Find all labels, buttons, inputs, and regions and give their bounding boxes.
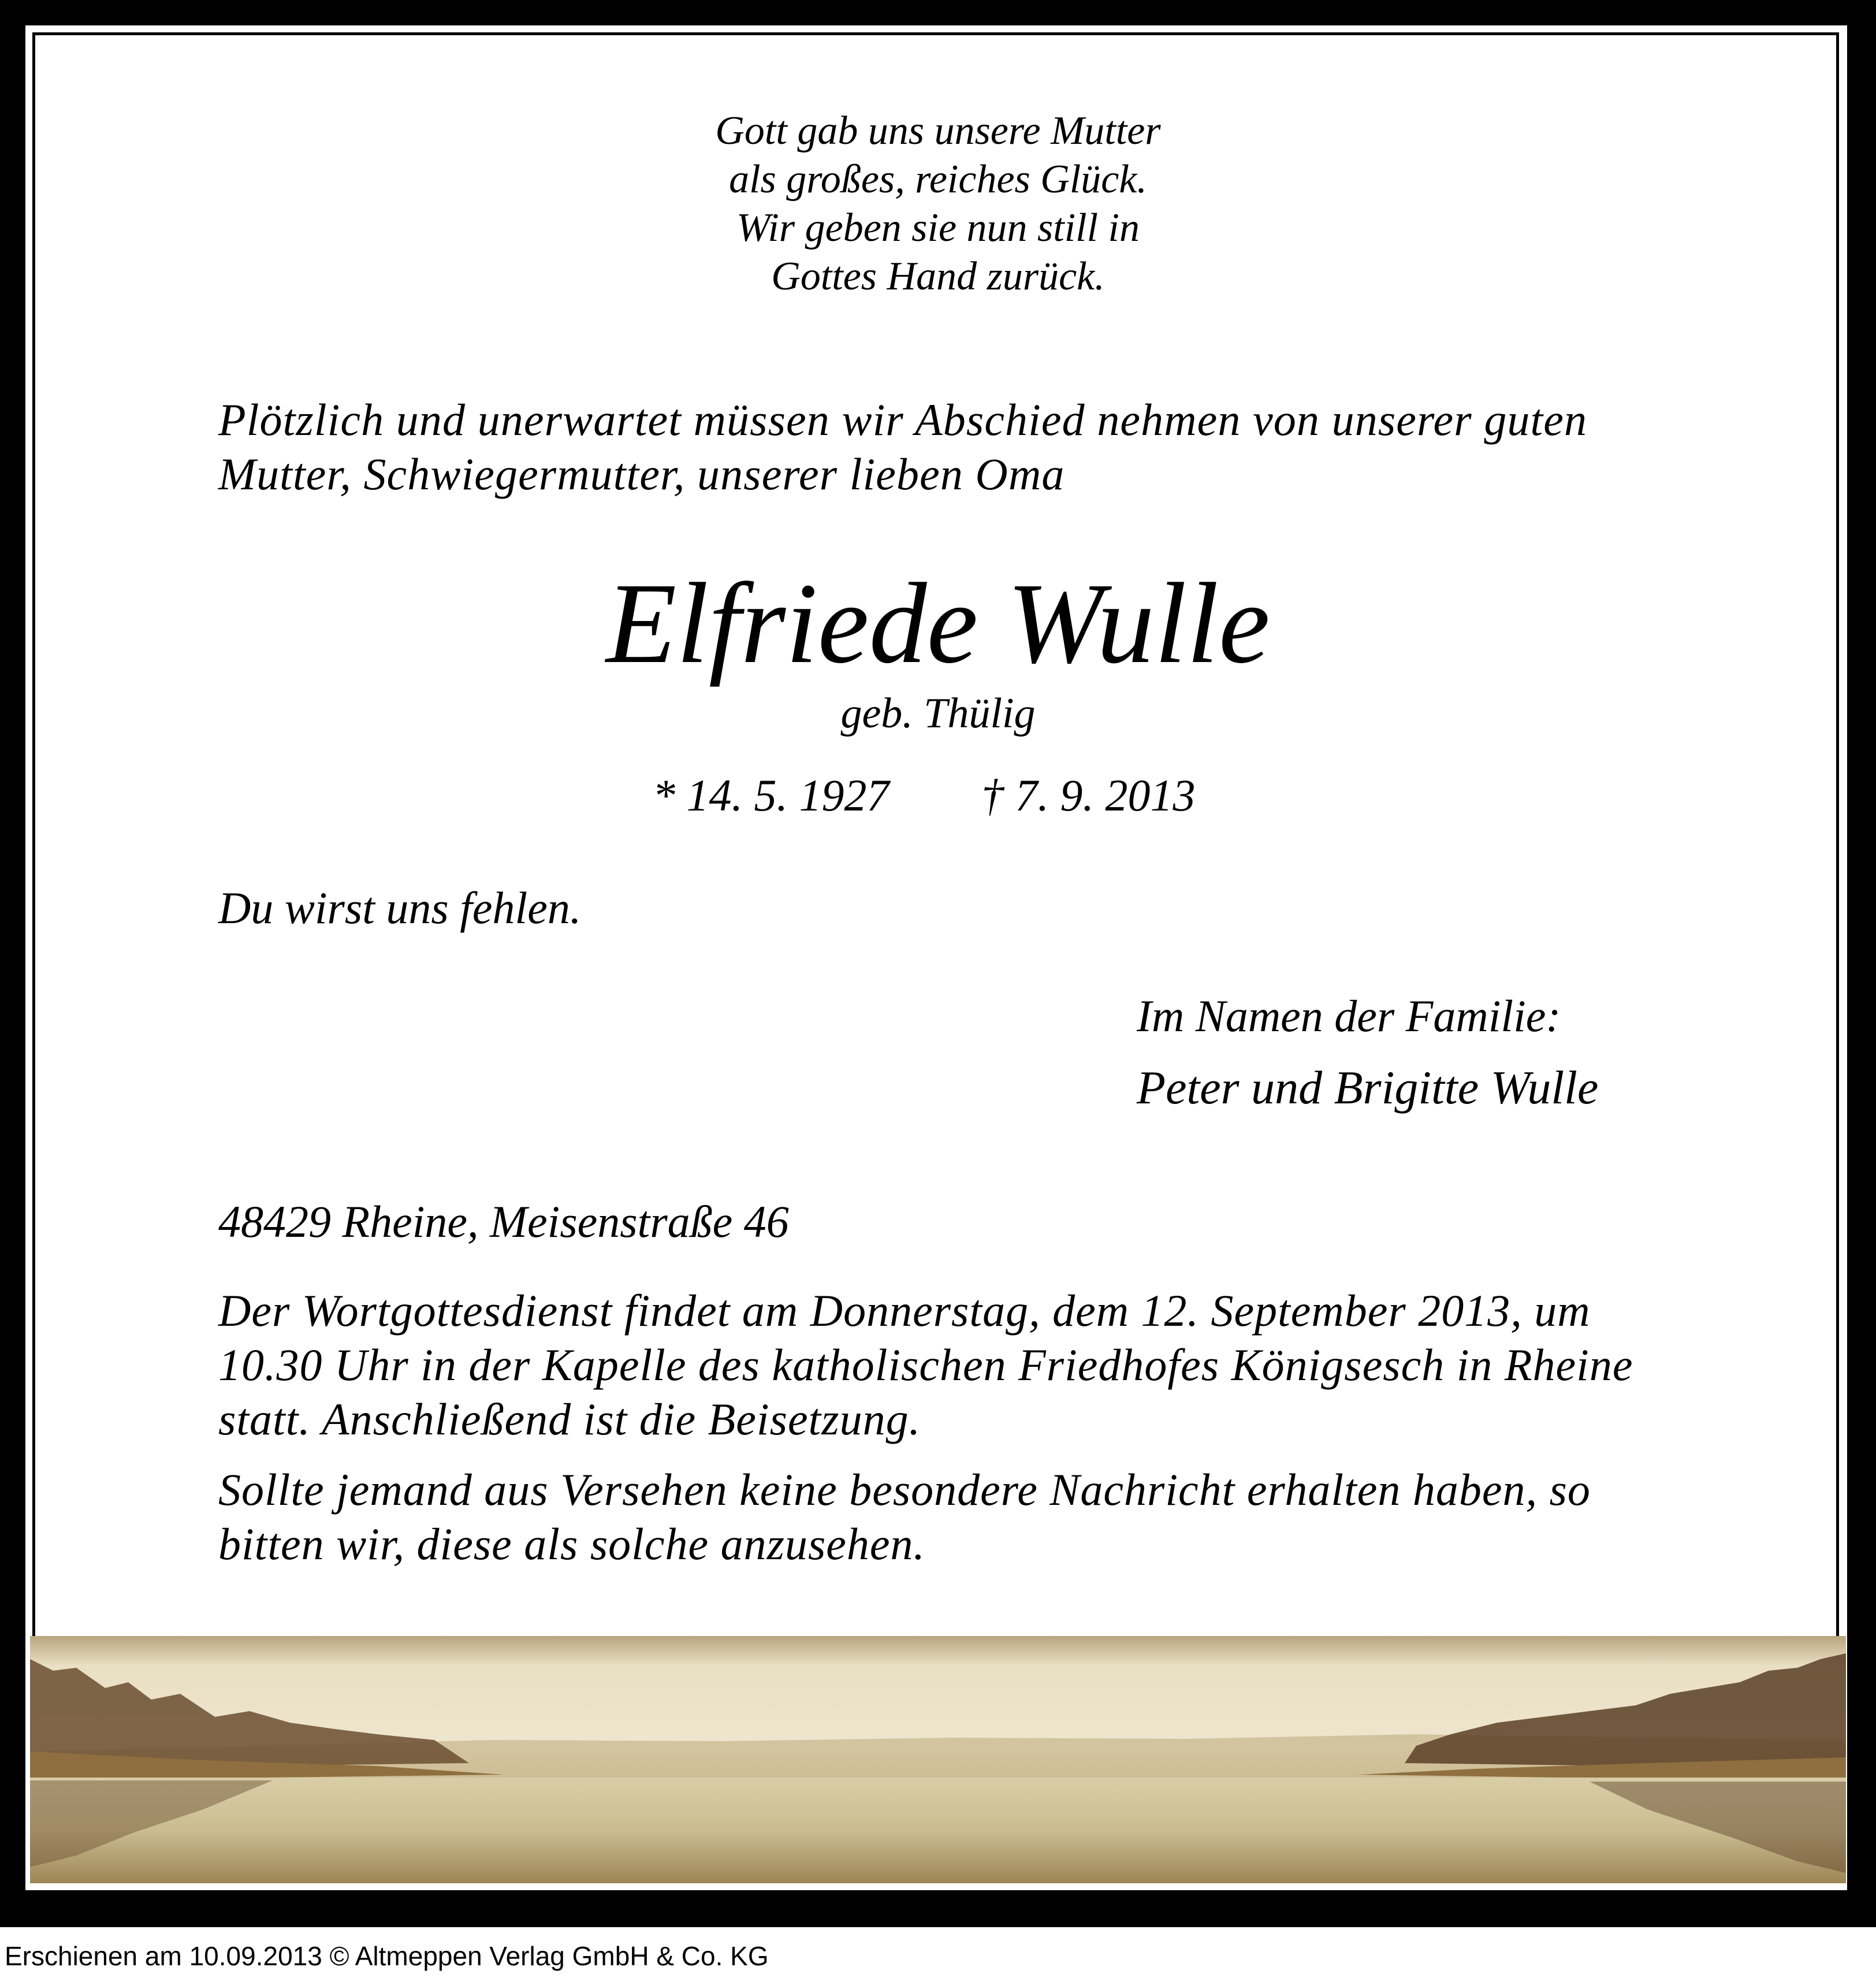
poem-line: als großes, reiches Glück. [729, 157, 1147, 202]
birth-date: * 14. 5. 1927 [653, 770, 889, 820]
farewell-text: Du wirst uns fehlen. [218, 883, 582, 933]
intro-text [218, 393, 1662, 501]
service-line: 10.30 Uhr in der Kapelle des katholischen Friedhofes Königsesch in Rheine [218, 1340, 1633, 1390]
service-text [218, 1284, 1662, 1447]
service-line: statt. Anschließend ist die Beisetzung. [218, 1394, 921, 1444]
life-dates [653, 768, 1196, 823]
maiden-name: geb. Thülig [840, 690, 1036, 737]
poem-line: Wir geben sie nun still in [736, 206, 1140, 250]
landscape-image [30, 1636, 1846, 1883]
family-names: Peter und Brigitte Wulle [1137, 1061, 1599, 1114]
intro-line: Plötzlich und unerwartet müssen wir Abschied nehmen von unserer guten [218, 395, 1588, 445]
notice-line: bitten wir, diese als solche anzusehen. [218, 1519, 926, 1569]
poem [0, 107, 1876, 301]
deceased-name: Elfriede Wulle [606, 560, 1270, 687]
service-line: Der Wortgottesdienst findet am Donnerstag, dem 12. September 2013, um [218, 1285, 1591, 1336]
intro-line: Mutter, Schwiegermutter, unserer lieben Oma [218, 449, 1065, 499]
footer-credit: Erschienen am 10.09.2013 © Altmeppen Verlag GmbH & Co. KG [5, 1941, 769, 1971]
notice-line: Sollte jemand aus Versehen keine besondere Nachricht erhalten haben, so [218, 1464, 1591, 1515]
address: 48429 Rheine, Meisenstraße 46 [218, 1196, 789, 1247]
poem-line: Gott gab uns unsere Mutter [715, 109, 1161, 153]
inner-line [32, 32, 1839, 1881]
family-label: Im Namen der Familie: [1137, 991, 1561, 1041]
poem-line: Gottes Hand zurück. [771, 254, 1105, 299]
death-date: † 7. 9. 2013 [981, 770, 1196, 820]
notice-text [218, 1463, 1662, 1571]
water [30, 1778, 1846, 1883]
